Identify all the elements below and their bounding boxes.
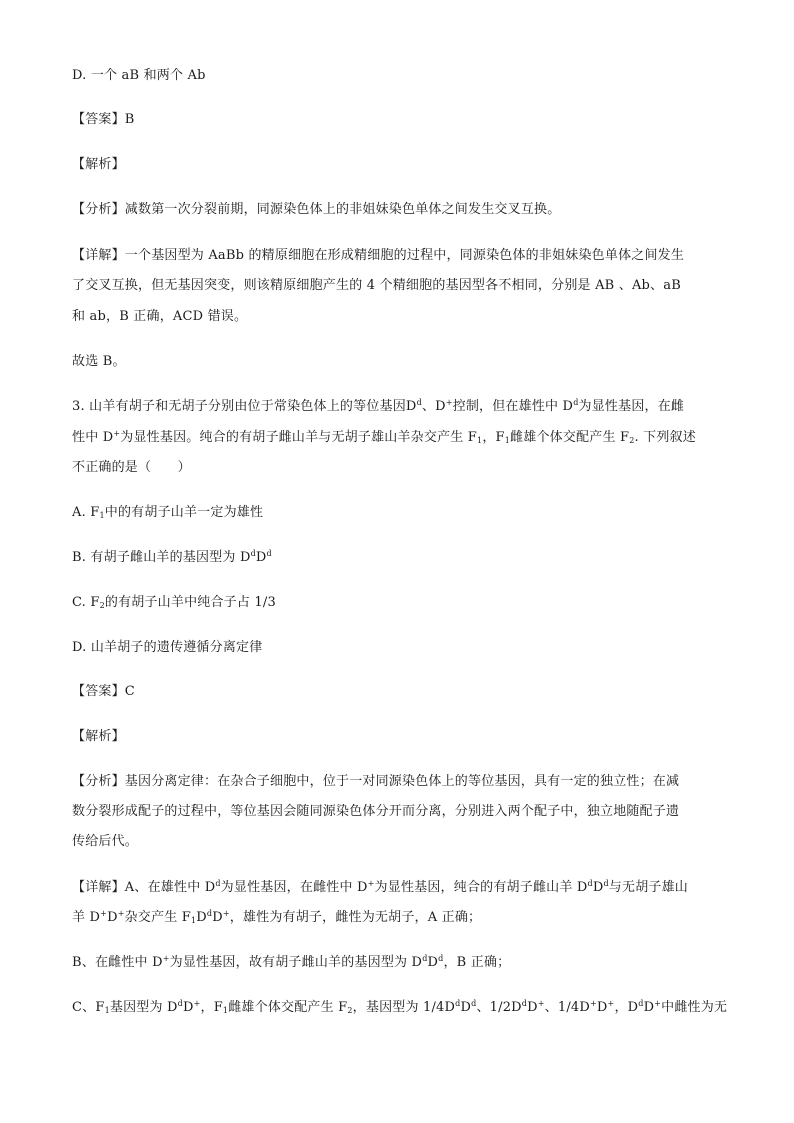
detail-line-2b: 羊 D+D+杂交产生 $F_1D^dD^+$，雄性为有胡子，雌性为无胡子，A 正确； [72, 909, 482, 925]
question-line-1: 3. 山羊有胡子和无胡子分别由位于常染色体上的等位基因$D^d$、D+控制，但在雄性中 $D^d$为显性基因，在雌 [72, 398, 685, 414]
conclusion-line: 故选 B。 [72, 354, 126, 369]
analysis-line: 【分析】减数第一次分裂前期，同源染色体上的非姐妹染色单体之间发生交叉互换。 [72, 202, 561, 217]
analysis-heading-2: 【解析】 [72, 729, 125, 744]
answer-line-2: 【答案】C [72, 684, 135, 699]
option-b-line: B. 有胡子雌山羊的基因型为 $D^dD^d$ [72, 549, 272, 565]
analysis-line-2b: 数分裂形成配子的过程中，等位基因会随同源染色体分开而分离，分别进入两个配子中，独立地随配子遗 [72, 804, 680, 819]
question-line-3: 不正确的是（ ） [72, 460, 191, 475]
analysis-line-2c: 传给后代。 [72, 834, 139, 849]
detail-line-2: 了交叉互换，但无基因突变，则该精原细胞产生的 4 个精细胞的基因型各不相同，分别是 AB 、Ab、aB [72, 278, 681, 293]
option-c-line: C. $F_2$的有胡子山羊中纯合子占 1/3 [72, 595, 276, 610]
detail-line-2c: B、在雌性中 D+为显性基因，故有胡子雌山羊的基因型为 $D^dD^d$，B 正确； [72, 954, 511, 970]
option-d-line: D. 一个 aB 和两个 Ab [72, 68, 206, 83]
option-a-line: A. $F_1$中的有胡子山羊一定为雄性 [72, 505, 264, 520]
question-line-2: 性中 D+为显性基因。纯合的有胡子雌山羊与无胡子雄山羊杂交产生 $F_1$，$F_1$雌雄个体交配产生 $F_2$. 下列叙述 [72, 429, 696, 445]
answer-line: 【答案】B [72, 112, 135, 127]
detail-line-2a: 【详解】A、在雄性中 $D^d$为显性基因，在雌性中 D+为显性基因，纯合的有胡子雌山羊 $D^dD^d$与无胡子雄山 [72, 879, 688, 895]
analysis-heading: 【解析】 [72, 157, 125, 172]
analysis-line-2a: 【分析】基因分离定律：在杂合子细胞中，位于一对同源染色体上的等位基因，具有一定的独立性；在减 [72, 774, 680, 789]
detail-line-1: 【详解】一个基因型为 AaBb 的精原细胞在形成精细胞的过程中，同源染色体的非姐妹染色单体之间发生 [72, 248, 685, 263]
detail-line-3: 和 ab，B 正确，ACD 错误。 [72, 309, 248, 324]
detail-line-2d: C、$F_1$基因型为 $D^dD^+$，$F_1$雌雄个体交配产生 $F_2$，基因型为 $1/4D^dD^d$、$1/2D^dD^+$、1/4D+D+，$D^dD^+$中雌性为无 [72, 999, 728, 1015]
option-d-line-2: D. 山羊胡子的遗传遵循分离定律 [72, 640, 263, 655]
